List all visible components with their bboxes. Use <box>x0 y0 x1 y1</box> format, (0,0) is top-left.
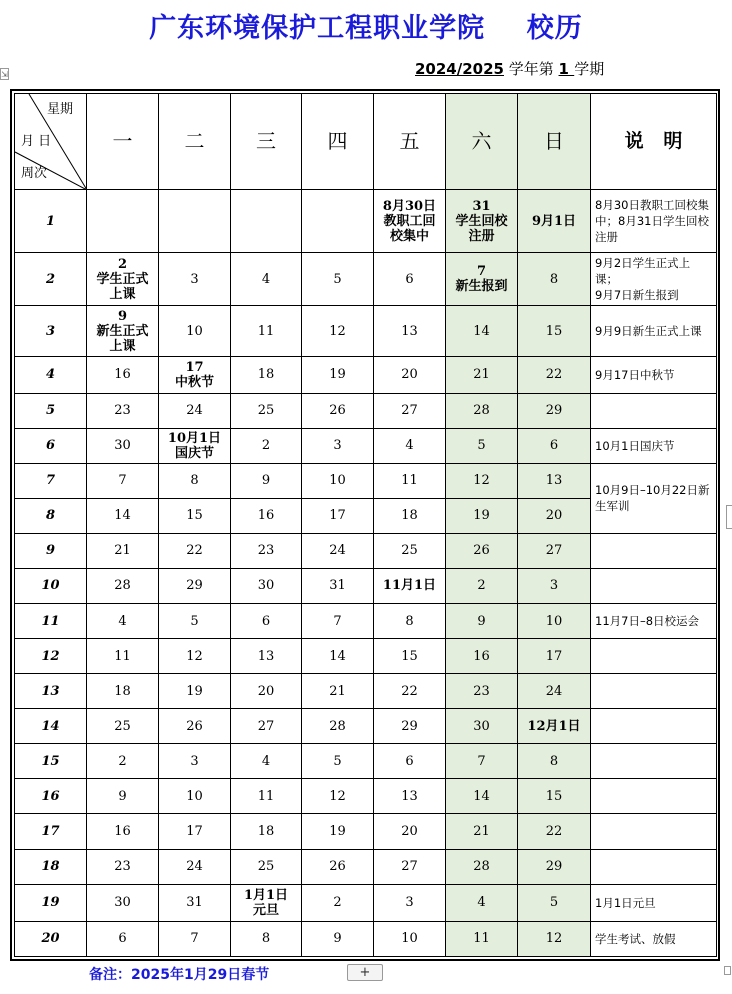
date-cell: 8 <box>374 603 446 638</box>
week-number: 8 <box>15 498 87 533</box>
date-cell: 8 <box>518 744 591 779</box>
date-cell: 8月30日 教职工回 校集中 <box>374 190 446 253</box>
date-cell: 29 <box>518 849 591 884</box>
corner-header-cell <box>15 94 87 190</box>
date-cell: 11 <box>374 463 446 498</box>
date-cell: 22 <box>518 357 591 393</box>
date-cell: 11 <box>231 306 302 357</box>
date-cell: 29 <box>374 709 446 744</box>
date-cell <box>231 190 302 253</box>
date-cell: 26 <box>302 849 374 884</box>
date-cell: 20 <box>518 498 591 533</box>
table-row <box>15 568 717 603</box>
day-header-wed: 三 <box>231 94 302 190</box>
date-cell: 17 <box>302 498 374 533</box>
term-line <box>415 58 604 79</box>
day-header-mon: 一 <box>87 94 159 190</box>
note-cell <box>591 779 717 814</box>
note-cell: 8月30日教职工回校集中；8月31日学生回校注册 <box>591 190 717 253</box>
date-cell: 15 <box>518 779 591 814</box>
date-cell: 6 <box>231 603 302 638</box>
note-cell: 10月1日国庆节 <box>591 428 717 463</box>
week-number: 16 <box>15 779 87 814</box>
date-cell <box>159 190 231 253</box>
date-cell <box>87 190 159 253</box>
table-row <box>15 744 717 779</box>
date-cell: 8 <box>159 463 231 498</box>
table-row <box>15 921 717 956</box>
date-cell: 9 <box>446 603 518 638</box>
date-cell: 21 <box>87 533 159 568</box>
corner-week-label: 星期 <box>47 102 74 117</box>
date-cell: 31 <box>159 884 231 921</box>
note-cell <box>591 568 717 603</box>
date-cell: 14 <box>87 498 159 533</box>
date-cell: 25 <box>231 849 302 884</box>
date-cell: 28 <box>302 709 374 744</box>
week-number: 6 <box>15 428 87 463</box>
date-cell: 2 <box>302 884 374 921</box>
date-cell: 27 <box>374 393 446 428</box>
date-cell: 19 <box>302 814 374 849</box>
date-cell: 14 <box>302 639 374 674</box>
week-number: 19 <box>15 884 87 921</box>
date-cell: 9 新生正式 上课 <box>87 306 159 357</box>
date-cell: 24 <box>302 533 374 568</box>
term-suffix: 学期 <box>574 60 605 78</box>
move-handle-icon[interactable]: ⇲ <box>1 70 8 79</box>
note-cell <box>591 639 717 674</box>
page-title: 广东环境保护工程职业学院 校历 <box>149 13 583 44</box>
date-cell: 24 <box>159 393 231 428</box>
date-cell: 5 <box>518 884 591 921</box>
date-cell: 10 <box>518 603 591 638</box>
date-cell: 4 <box>87 603 159 638</box>
date-cell: 23 <box>446 674 518 709</box>
date-cell: 20 <box>374 357 446 393</box>
week-number: 11 <box>15 603 87 638</box>
date-cell: 30 <box>87 428 159 463</box>
date-cell: 8 <box>231 921 302 956</box>
date-cell: 17 <box>518 639 591 674</box>
date-cell: 25 <box>374 533 446 568</box>
note-cell <box>591 533 717 568</box>
date-cell: 29 <box>159 568 231 603</box>
date-cell: 12月1日 <box>518 709 591 744</box>
table-row <box>15 393 717 428</box>
day-header-tue: 二 <box>159 94 231 190</box>
week-number: 3 <box>15 306 87 357</box>
week-number: 14 <box>15 709 87 744</box>
date-cell: 18 <box>374 498 446 533</box>
date-cell: 15 <box>159 498 231 533</box>
corner-day-label: 月 日 <box>21 134 52 149</box>
date-cell <box>302 190 374 253</box>
date-cell: 3 <box>518 568 591 603</box>
note-cell: 10月9日–10月22日新生军训 <box>591 463 717 533</box>
date-cell: 13 <box>518 463 591 498</box>
week-number: 4 <box>15 357 87 393</box>
date-cell: 18 <box>231 814 302 849</box>
day-header-sun: 日 <box>518 94 591 190</box>
note-cell <box>591 849 717 884</box>
date-cell: 13 <box>231 639 302 674</box>
calendar-table <box>14 93 717 957</box>
date-cell: 7 新生报到 <box>446 253 518 306</box>
note-cell: 9月9日新生正式上课 <box>591 306 717 357</box>
date-cell: 6 <box>87 921 159 956</box>
date-cell: 14 <box>446 306 518 357</box>
date-cell: 10 <box>159 779 231 814</box>
date-cell: 4 <box>374 428 446 463</box>
week-number: 15 <box>15 744 87 779</box>
note-cell <box>591 709 717 744</box>
date-cell: 21 <box>302 674 374 709</box>
date-cell: 28 <box>446 849 518 884</box>
date-cell: 10 <box>302 463 374 498</box>
date-cell: 18 <box>231 357 302 393</box>
date-cell: 12 <box>302 306 374 357</box>
date-cell: 6 <box>518 428 591 463</box>
date-cell: 18 <box>87 674 159 709</box>
date-cell: 11 <box>446 921 518 956</box>
date-cell: 22 <box>374 674 446 709</box>
date-cell: 6 <box>374 253 446 306</box>
table-row <box>15 357 717 393</box>
date-cell: 21 <box>446 357 518 393</box>
date-cell: 7 <box>87 463 159 498</box>
week-number: 7 <box>15 463 87 498</box>
date-cell: 19 <box>159 674 231 709</box>
date-cell: 15 <box>374 639 446 674</box>
week-number: 18 <box>15 849 87 884</box>
date-cell: 27 <box>231 709 302 744</box>
resize-handle[interactable] <box>724 966 731 975</box>
date-cell: 19 <box>446 498 518 533</box>
date-cell: 14 <box>446 779 518 814</box>
date-cell: 5 <box>159 603 231 638</box>
day-header-sat: 六 <box>446 94 518 190</box>
date-cell: 10月1日 国庆节 <box>159 428 231 463</box>
table-row <box>15 190 717 253</box>
table-row <box>15 463 717 498</box>
day-header-thu: 四 <box>302 94 374 190</box>
date-cell: 11 <box>87 639 159 674</box>
date-cell: 2 <box>446 568 518 603</box>
notes-header: 说 明 <box>591 94 717 190</box>
date-cell: 13 <box>374 306 446 357</box>
date-cell: 21 <box>446 814 518 849</box>
date-cell: 12 <box>446 463 518 498</box>
table-row <box>15 849 717 884</box>
date-cell: 11 <box>231 779 302 814</box>
table-row <box>15 306 717 357</box>
date-cell: 16 <box>87 357 159 393</box>
table-row <box>15 533 717 568</box>
date-cell: 10 <box>374 921 446 956</box>
date-cell: 12 <box>518 921 591 956</box>
date-cell: 16 <box>446 639 518 674</box>
note-cell <box>591 814 717 849</box>
date-cell: 23 <box>231 533 302 568</box>
date-cell: 1月1日 元旦 <box>231 884 302 921</box>
date-cell: 4 <box>446 884 518 921</box>
date-cell: 2 <box>87 744 159 779</box>
week-number: 10 <box>15 568 87 603</box>
date-cell: 9月1日 <box>518 190 591 253</box>
date-cell: 17 中秋节 <box>159 357 231 393</box>
note-cell <box>591 674 717 709</box>
week-number: 2 <box>15 253 87 306</box>
date-cell: 16 <box>231 498 302 533</box>
date-cell: 22 <box>518 814 591 849</box>
week-number: 1 <box>15 190 87 253</box>
date-cell: 3 <box>159 744 231 779</box>
date-cell: 31 学生回校 注册 <box>446 190 518 253</box>
side-handle[interactable] <box>726 505 732 529</box>
date-cell: 12 <box>302 779 374 814</box>
term-number: 1 <box>558 60 575 78</box>
footer-remark: 备注：2025年1月29日春节 <box>89 967 270 983</box>
date-cell: 9 <box>231 463 302 498</box>
date-cell: 2 <box>231 428 302 463</box>
date-cell: 27 <box>374 849 446 884</box>
date-cell: 4 <box>231 253 302 306</box>
note-cell: 9月17日中秋节 <box>591 357 717 393</box>
date-cell: 22 <box>159 533 231 568</box>
date-cell: 13 <box>374 779 446 814</box>
date-cell: 3 <box>159 253 231 306</box>
date-cell: 9 <box>302 921 374 956</box>
date-cell: 17 <box>159 814 231 849</box>
date-cell: 5 <box>302 744 374 779</box>
date-cell: 26 <box>302 393 374 428</box>
note-cell: 学生考试、放假 <box>591 921 717 956</box>
table-row <box>15 709 717 744</box>
note-cell: 9月2日学生正式上课； 9月7日新生报到 <box>591 253 717 306</box>
date-cell: 4 <box>231 744 302 779</box>
date-cell: 31 <box>302 568 374 603</box>
date-cell: 30 <box>446 709 518 744</box>
date-cell: 12 <box>159 639 231 674</box>
date-cell: 6 <box>374 744 446 779</box>
date-cell: 23 <box>87 849 159 884</box>
date-cell: 9 <box>87 779 159 814</box>
table-row <box>15 779 717 814</box>
table-row <box>15 884 717 921</box>
table-row <box>15 603 717 638</box>
week-number: 5 <box>15 393 87 428</box>
week-number: 13 <box>15 674 87 709</box>
week-number: 9 <box>15 533 87 568</box>
add-row-button[interactable]: + <box>347 964 383 981</box>
date-cell: 29 <box>518 393 591 428</box>
date-cell: 23 <box>87 393 159 428</box>
table-row <box>15 428 717 463</box>
header-row <box>15 94 717 190</box>
date-cell: 11月1日 <box>374 568 446 603</box>
term-mid-text: 学年第 <box>503 60 559 78</box>
date-cell: 28 <box>446 393 518 428</box>
table-row <box>15 814 717 849</box>
date-cell: 15 <box>518 306 591 357</box>
date-cell: 3 <box>374 884 446 921</box>
date-cell: 27 <box>518 533 591 568</box>
date-cell: 8 <box>518 253 591 306</box>
date-cell: 30 <box>231 568 302 603</box>
date-cell: 19 <box>302 357 374 393</box>
table-row <box>15 674 717 709</box>
date-cell: 30 <box>87 884 159 921</box>
date-cell: 3 <box>302 428 374 463</box>
date-cell: 10 <box>159 306 231 357</box>
day-header-fri: 五 <box>374 94 446 190</box>
week-number: 17 <box>15 814 87 849</box>
table-row <box>15 639 717 674</box>
date-cell: 20 <box>231 674 302 709</box>
note-cell <box>591 744 717 779</box>
corner-weekno-label: 周次 <box>21 166 48 181</box>
date-cell: 2 学生正式 上课 <box>87 253 159 306</box>
note-cell <box>591 393 717 428</box>
date-cell: 20 <box>374 814 446 849</box>
week-number: 12 <box>15 639 87 674</box>
date-cell: 24 <box>518 674 591 709</box>
date-cell: 26 <box>446 533 518 568</box>
table-row <box>15 253 717 306</box>
date-cell: 28 <box>87 568 159 603</box>
date-cell: 25 <box>231 393 302 428</box>
date-cell: 16 <box>87 814 159 849</box>
academic-year: 2024/2025 <box>415 60 504 78</box>
week-number: 20 <box>15 921 87 956</box>
date-cell: 24 <box>159 849 231 884</box>
date-cell: 5 <box>446 428 518 463</box>
date-cell: 7 <box>446 744 518 779</box>
date-cell: 26 <box>159 709 231 744</box>
note-cell: 11月7日–8日校运会 <box>591 603 717 638</box>
note-cell: 1月1日元旦 <box>591 884 717 921</box>
date-cell: 7 <box>302 603 374 638</box>
date-cell: 25 <box>87 709 159 744</box>
date-cell: 5 <box>302 253 374 306</box>
date-cell: 7 <box>159 921 231 956</box>
